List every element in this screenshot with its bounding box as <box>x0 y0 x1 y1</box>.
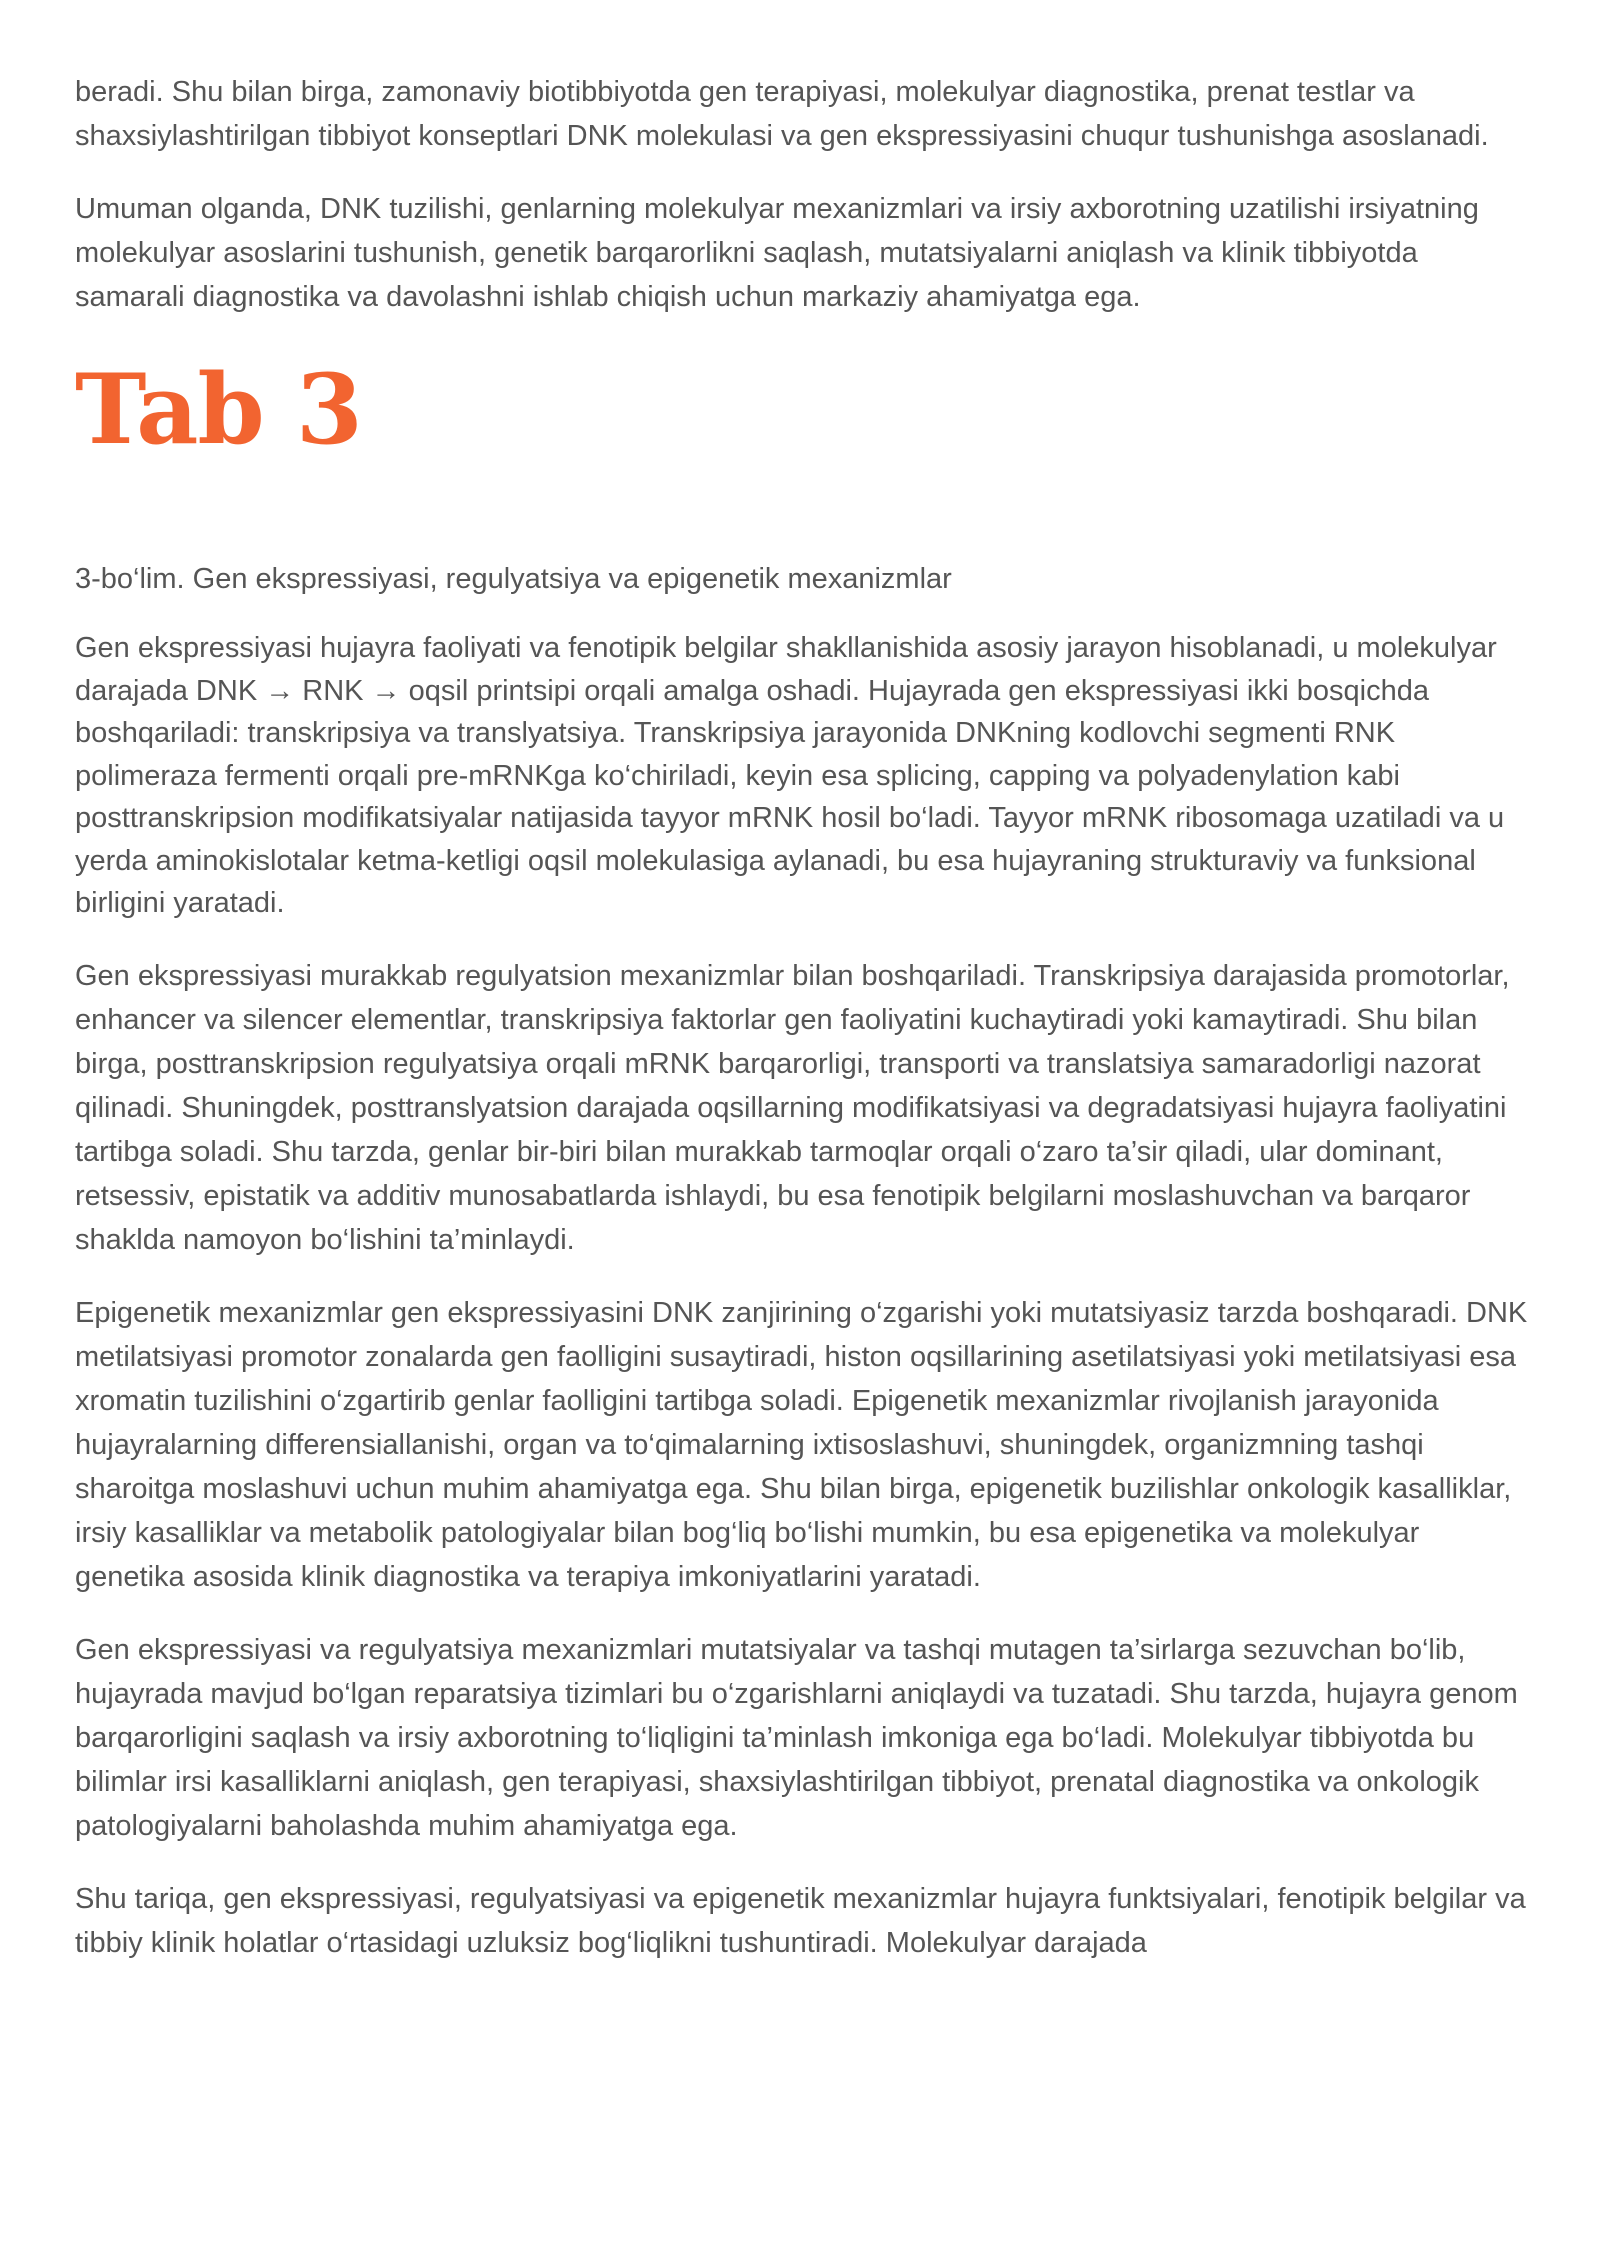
paragraph-conclusion: Shu tariqa, gen ekspressiyasi, regulyatsiyasi va epigenetik mexanizmlar hujayra funktsiyalari, fenotipik belgilar va tibbiy klinik holatlar o‘rtasidagi uzluksiz bog‘liqlikni tushuntiradi. Molekulyar darajada <box>75 1882 1526 1959</box>
document-page <box>75 70 1535 1994</box>
paragraph-regulation: Gen ekspressiyasi murakkab regulyatsion mexanizmlar bilan boshqariladi. Transkripsiya darajasida promotorlar, enhancer va silencer elementlar, transkripsiya faktorlar gen faoliyatini kuchaytiradi yoki kamaytiradi. Shu bilan birga, posttranskripsion regulyatsiya orqali mRNK barqarorligi, transporti va translatsiya samaradorligi nazorat qilinadi. Shuningdek, posttranslyatsion darajada oqsillarning modifikatsiyasi va degradatsiyasi hujayra faoliyatini tartibga soladi. Shu tarzda, genlar bir-biri bilan murakkab tarmoqlar orqali o‘zaro ta’sir qiladi, ular dominant, retsessiv, epistatik va additiv munosabatlarda ishlaydi, bu esa fenotipik belgilarni moslashuvchan va barqaror shaklda namoyon bo‘lishini ta’minlaydi. <box>75 959 1510 1256</box>
paragraph-gene-expression: Gen ekspressiyasi hujayra faoliyati va fenotipik belgilar shakllanishida asosiy jarayon hisoblanadi, u molekulyar darajada DNK → RNK → oqsil printsipi orqali amalga oshadi. Hujayrada gen ekspressiyasi ikki bosqichda boshqariladi: transkripsiya va translyatsiya. Transkripsiya jarayonida DNKning kodlovchi segmenti RNK polimeraza fermenti orqali pre-mRNKga ko‘chiriladi, keyin esa splicing, capping va polyadenylation kabi posttranskripsion modifikatsiyalar natijasida tayyor mRNK hosil bo‘ladi. Tayyor mRNK ribosomaga uzatiladi va u yerda aminokislotalar ketma-ketligi oqsil molekulasiga aylanadi, bu esa hujayraning strukturaviy va funksional birligini yaratadi. <box>75 632 1505 919</box>
tab-heading: Tab 3 <box>75 353 362 466</box>
section-title: 3-bo‘lim. Gen ekspressiyasi, regulyatsiya va epigenetik mexanizmlar <box>75 563 952 595</box>
paragraph-intro-continuation: beradi. Shu bilan birga, zamonaviy biotibbiyotda gen terapiyasi, molekulyar diagnostika, prenat testlar va shaxsiylashtirilgan tibbiyot konseptlari DNK molekulasi va gen ekspressiyasini chuqur tushunishga asoslanadi. <box>75 76 1489 152</box>
paragraph-summary: Umuman olganda, DNK tuzilishi, genlarning molekulyar mexanizmlari va irsiy axborotning uzatilishi irsiyatning molekulyar asoslarini tushunish, genetik barqarorlikni saqlash, mutatsiyalarni aniqlash va klinik tibbiyotda samarali diagnostika va davolashni ishlab chiqish uchun markaziy ahamiyatga ega. <box>75 193 1479 313</box>
paragraph-repair: Gen ekspressiyasi va regulyatsiya mexanizmlari mutatsiyalar va tashqi mutagen ta’sirlarga sezuvchan bo‘lib, hujayrada mavjud bo‘lgan reparatsiya tizimlari bu o‘zgarishlarni aniqlaydi va tuzatadi. Shu tarzda, hujayra genom barqarorligini saqlash va irsiy axborotning to‘liqligini ta’minlash imkoniga ega bo‘ladi. Molekulyar tibbiyotda bu bilimlar irsi kasalliklarni aniqlash, gen terapiyasi, shaxsiylashtirilgan tibbiyot, prenatal diagnostika va onkologik patologiyalarni baholashda muhim ahamiyatga ega. <box>75 1633 1518 1842</box>
paragraph-epigenetics: Epigenetik mexanizmlar gen ekspressiyasini DNK zanjirining o‘zgarishi yoki mutatsiyasiz tarzda boshqaradi. DNK metilatsiyasi promotor zonalarda gen faolligini susaytiradi, histon oqsillarining asetilatsiyasi yoki metilatsiyasi esa xromatin tuzilishini o‘zgartirib genlar faolligini tartibga soladi. Epigenetik mexanizmlar rivojlanish jarayonida hujayralarning differensiallanishi, organ va to‘qimalarning ixtisoslashuvi, shuningdek, organizmning tashqi sharoitga moslashuvi uchun muhim ahamiyatga ega. Shu bilan birga, epigenetik buzilishlar onkologik kasalliklar, irsiy kasalliklar va metabolik patologiyalar bilan bog‘liq bo‘lishi mumkin, bu esa epigenetika va molekulyar genetika asosida klinik diagnostika va terapiya imkoniyatlarini yaratadi. <box>75 1296 1528 1593</box>
